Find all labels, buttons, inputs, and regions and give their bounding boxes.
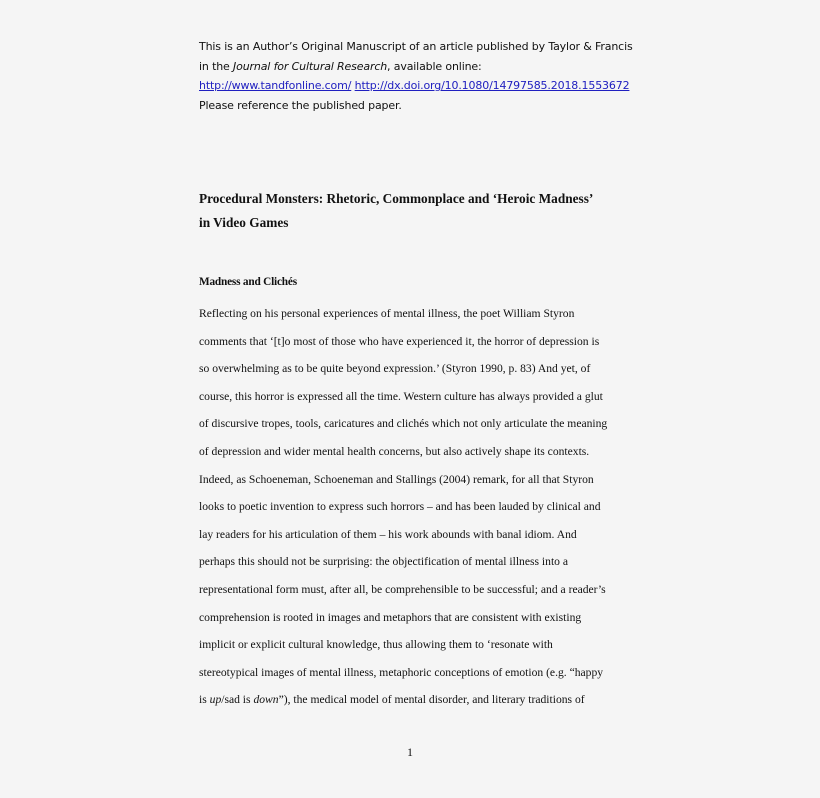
paper-title-line-2: in Video Games xyxy=(199,215,289,230)
italic-up: up xyxy=(209,693,222,707)
text-fragment: /sad is xyxy=(221,693,254,707)
body-line: of depression and wider mental health concerns, but also actively shape its contexts. xyxy=(199,444,590,458)
body-line: course, this horror is expressed all the time. Western culture has always provided a glut xyxy=(199,389,603,403)
body-line: comments that ‘[t]o most of those who have experienced it, the horror of depression is xyxy=(199,334,600,348)
doi-link[interactable]: http://dx.doi.org/10.1080/14797585.2018.1553672 xyxy=(354,79,630,92)
body-line: representational form must, after all, be comprehensible to be successful; and a reader’s xyxy=(199,582,606,596)
italic-down: down xyxy=(253,693,279,707)
section-heading: Madness and Clichés xyxy=(199,276,297,288)
notice-line-2-prefix: in the xyxy=(199,59,234,73)
body-line-last xyxy=(199,691,639,719)
body-line: lay readers for his articulation of them – his work abounds with banal idiom. And xyxy=(199,527,577,541)
body-paragraph xyxy=(199,305,639,719)
notice-line-2 xyxy=(199,57,619,77)
text-fragment: is xyxy=(199,693,210,707)
body-line: comprehension is rooted in images and metaphors that are consistent with existing xyxy=(199,610,582,624)
tandfonline-link[interactable]: http://www.tandfonline.com/ xyxy=(199,79,352,92)
text-fragment: ”), the medical model of mental disorder, and literary traditions of xyxy=(278,693,585,707)
paper-title-line-1: Procedural Monsters: Rhetoric, Commonplace and ‘Heroic Madness’ xyxy=(199,191,594,206)
page-number: 1 xyxy=(407,745,413,759)
body-line: stereotypical images of mental illness, metaphoric conceptions of emotion (e.g. “happy xyxy=(199,665,604,679)
body-line: so overwhelming as to be quite beyond expression.’ (Styron 1990, p. 83) And yet, of xyxy=(199,362,591,376)
body-line: Reflecting on his personal experiences of mental illness, the poet William Styron xyxy=(199,307,575,320)
body-line: implicit or explicit cultural knowledge, thus allowing them to ‘resonate with xyxy=(199,638,553,652)
body-line: Indeed, as Schoeneman, Schoeneman and Stallings (2004) remark, for all that Styron xyxy=(199,472,594,486)
notice-line-4: Please reference the published paper. xyxy=(199,98,402,112)
notice-line-1: This is an Author’s Original Manuscript of an article published by Taylor & Francis xyxy=(199,40,633,53)
journal-name: Journal for Cultural Research xyxy=(233,59,388,73)
paper-title xyxy=(199,187,639,235)
notice-links xyxy=(199,76,630,96)
notice-line-2-suffix: , available online: xyxy=(387,59,482,73)
manuscript-notice xyxy=(199,37,633,115)
body-line: of discursive tropes, tools, caricatures and clichés which not only articulate the meaning xyxy=(199,417,608,431)
body-line: perhaps this should not be surprising: the objectification of mental illness into a xyxy=(199,555,569,569)
body-line: looks to poetic invention to express such horrors – and has been lauded by clinical and xyxy=(199,500,601,514)
